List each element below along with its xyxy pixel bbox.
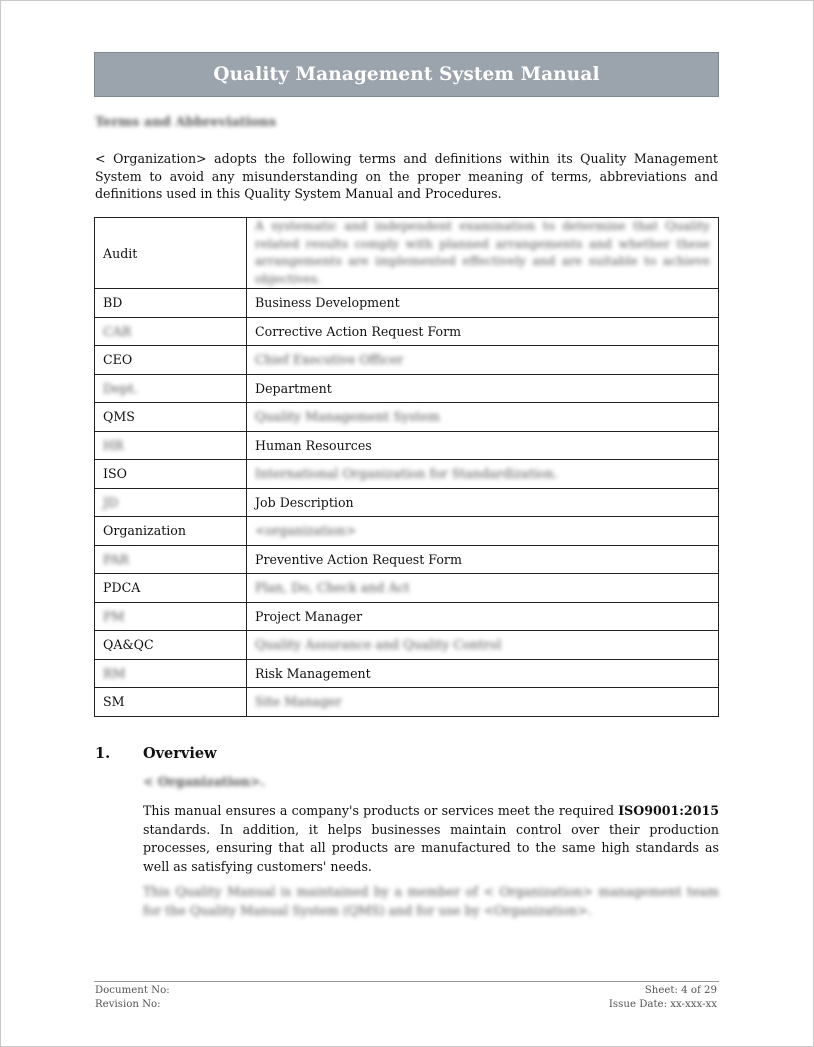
overview-paragraph <box>143 802 719 876</box>
definition-cell: <organization> <box>247 517 719 546</box>
table-row <box>95 374 719 403</box>
term-cell: SM <box>95 688 247 717</box>
table-row <box>95 659 719 688</box>
table-row <box>95 346 719 375</box>
document-number: Document No: <box>95 985 170 996</box>
definition-cell: Chief Executive Officer <box>247 346 719 375</box>
definition-cell: Job Description <box>247 488 719 517</box>
document-title: Quality Management System Manual <box>213 64 600 85</box>
table-row <box>95 574 719 603</box>
term-cell: Organization <box>95 517 247 546</box>
revision-number: Revision No: <box>95 999 161 1010</box>
table-row <box>95 517 719 546</box>
overview-heading <box>95 745 217 762</box>
sheet-number: Sheet: 4 of 29 <box>644 985 717 996</box>
footer-right <box>609 984 717 1012</box>
footer-left <box>95 984 170 1012</box>
definition-cell: Human Resources <box>247 431 719 460</box>
paragraph-text: This manual ensures a company's products or services meet the required <box>143 803 619 818</box>
definition-cell: Department <box>247 374 719 403</box>
intro-paragraph: < Organization> adopts the following terms and definitions within its Quality Management System to avoid any misunderstanding on the proper meaning of terms, abbreviations and definitions used in this Quality System Manual and Procedures. <box>95 151 718 201</box>
table-row <box>95 545 719 574</box>
term-cell: BD <box>95 289 247 318</box>
section-title: Overview <box>143 745 217 762</box>
definition-cell: Risk Management <box>247 659 719 688</box>
term-cell: JD <box>95 488 247 517</box>
footer-divider <box>94 981 719 982</box>
table-row <box>95 488 719 517</box>
table-row <box>95 289 719 318</box>
section-number: 1. <box>95 745 111 762</box>
definition-cell: Corrective Action Request Form <box>247 317 719 346</box>
table-row <box>95 431 719 460</box>
terms-table <box>94 217 719 717</box>
term-cell: ISO <box>95 460 247 489</box>
term-cell: PDCA <box>95 574 247 603</box>
definition-cell: Preventive Action Request Form <box>247 545 719 574</box>
definition-cell: International Organization for Standardization. <box>247 460 719 489</box>
definition-cell: Quality Management System <box>247 403 719 432</box>
table-row <box>95 317 719 346</box>
definition-cell: A systematic and independent examination to determine that Quality related results comply with planned arrangements and whether these arrangements are implemented effectively and are suitable to achieve objectives. <box>247 218 719 289</box>
term-cell: CEO <box>95 346 247 375</box>
term-cell: QA&QC <box>95 631 247 660</box>
definition-cell: Site Manager <box>247 688 719 717</box>
term-cell: PAR <box>95 545 247 574</box>
term-cell: QMS <box>95 403 247 432</box>
definition-cell: Business Development <box>247 289 719 318</box>
table-row <box>95 688 719 717</box>
title-banner <box>94 52 719 97</box>
definition-cell: Quality Assurance and Quality Control <box>247 631 719 660</box>
table-row <box>95 403 719 432</box>
term-cell: HR <box>95 431 247 460</box>
standard-reference: ISO9001:2015 <box>618 803 719 818</box>
organization-line: < Organization>. <box>143 774 265 789</box>
term-cell: Dept. <box>95 374 247 403</box>
definition-cell: Plan, Do, Check and Act <box>247 574 719 603</box>
table-row <box>95 218 719 289</box>
table-row <box>95 631 719 660</box>
table-row <box>95 460 719 489</box>
term-cell: PM <box>95 602 247 631</box>
table-row <box>95 602 719 631</box>
definition-cell: Project Manager <box>247 602 719 631</box>
section-subheading: Terms and Abbreviations <box>95 115 277 130</box>
maintenance-paragraph: This Quality Manual is maintained by a member of < Organization> management team for the Quality Manual System (QMS) and for use by <Organization>. <box>143 884 719 918</box>
term-cell: CAR <box>95 317 247 346</box>
paragraph-text: standards. In addition, it helps businesses maintain control over their production processes, ensuring that all products are manufactured to the same high standards as well as satisfying customers' needs. <box>143 821 719 874</box>
issue-date: Issue Date: xx-xxx-xx <box>608 999 717 1010</box>
term-cell: Audit <box>95 218 247 289</box>
term-cell: RM <box>95 659 247 688</box>
